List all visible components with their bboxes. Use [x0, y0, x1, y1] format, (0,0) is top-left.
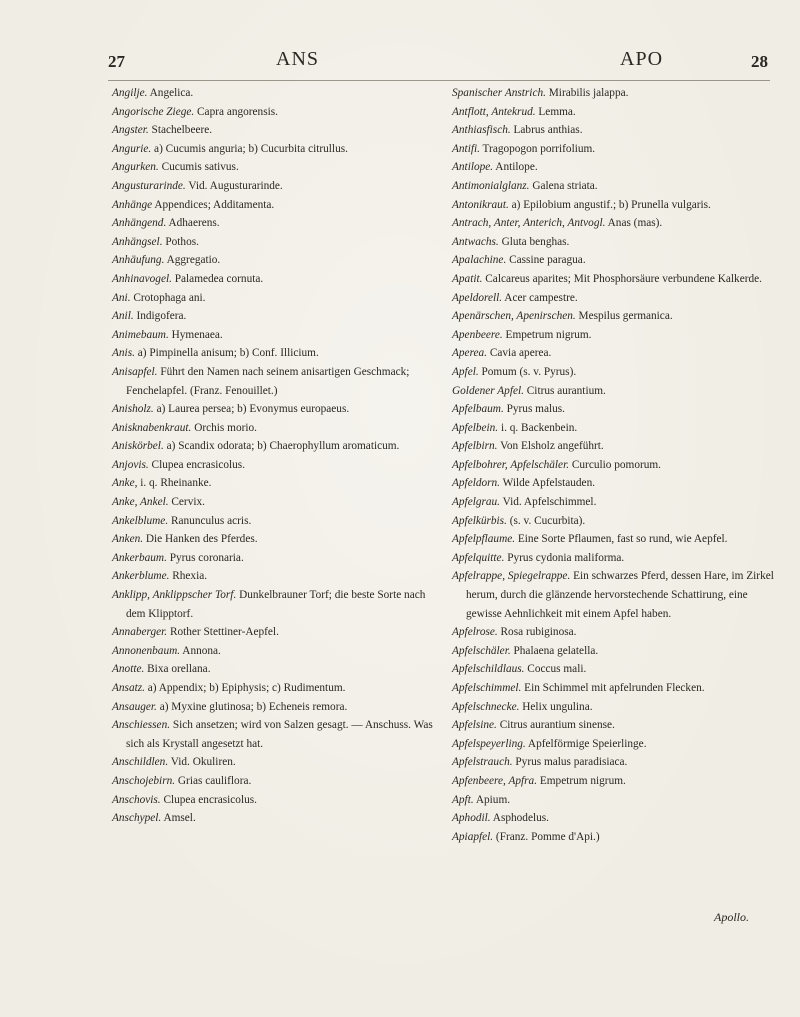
entry-headword: Aphodil.	[452, 812, 491, 825]
entry-definition: Hymenaea.	[168, 328, 223, 341]
dictionary-entry	[452, 158, 774, 177]
dictionary-entry	[112, 437, 442, 456]
entry-headword: Ankerblume.	[112, 570, 170, 583]
entry-definition: Grias cauliflora.	[175, 774, 252, 787]
dictionary-entry	[112, 679, 442, 698]
entry-definition: Anas (mas).	[605, 217, 663, 230]
entry-headword: Angster.	[112, 124, 149, 137]
dictionary-entry	[112, 121, 442, 140]
dictionary-entry	[112, 140, 442, 159]
entry-definition: i. q. Backenbein.	[498, 421, 578, 434]
entry-definition: Appendices; Additamenta.	[152, 198, 275, 211]
entry-headword: Aniskörbel.	[112, 440, 164, 453]
entry-definition: Bixa orellana.	[144, 663, 211, 676]
entry-definition: Coccus mali.	[524, 663, 587, 676]
dictionary-entry	[112, 289, 442, 308]
dictionary-entry	[452, 772, 774, 791]
dictionary-entry	[112, 530, 442, 549]
dictionary-entry	[452, 177, 774, 196]
dictionary-entry	[452, 382, 774, 401]
entry-headword: Apfelkürbis.	[452, 514, 507, 527]
dictionary-entry	[112, 642, 442, 661]
entry-definition: Ein Schimmel mit apfelrunden Flecken.	[521, 682, 705, 694]
dictionary-entry	[452, 270, 774, 289]
entry-definition: Clupea encrasicolus.	[148, 458, 246, 471]
entry-headword: Anschojebirn.	[112, 774, 176, 787]
entry-definition: a) Laurea persea; b) Evonymus europaeus.	[153, 403, 350, 416]
dictionary-entry	[452, 642, 774, 661]
entry-definition: Gluta benghas.	[498, 235, 570, 248]
dictionary-entry	[452, 493, 774, 512]
entry-definition: Asphodelus.	[490, 812, 549, 825]
entry-definition: Annona.	[180, 644, 221, 657]
entry-definition: Citrus aurantium sinense.	[496, 719, 615, 732]
dictionary-entry	[112, 214, 442, 233]
right-column	[452, 84, 774, 846]
dictionary-entry	[452, 623, 774, 642]
entry-definition: Die Hanken des Pferdes.	[143, 533, 258, 546]
entry-headword: Apiapfel.	[452, 830, 494, 843]
entry-headword: Anthiasfisch.	[452, 124, 511, 137]
entry-definition: Lemma.	[535, 105, 576, 118]
entry-headword: Apfelsine.	[452, 719, 497, 732]
entry-headword: Antilope.	[452, 161, 494, 174]
entry-definition: a) Cucumis anguria; b) Cucurbita citrullus.	[151, 142, 348, 155]
entry-headword: Apatit.	[452, 272, 483, 285]
entry-definition: Wilde Apfelstauden.	[500, 477, 596, 490]
entry-definition: Aggregatio.	[164, 254, 221, 267]
entry-definition: Antilope.	[493, 161, 538, 174]
dictionary-entry	[112, 474, 442, 493]
entry-definition: Apium.	[473, 793, 511, 806]
entry-definition: Führt den Namen nach seinem anisartigen Geschmack; Fenchelapfel. (Franz. Fenouillet.)	[126, 365, 410, 397]
entry-headword: Ankelblume.	[112, 514, 169, 527]
entry-headword: Apfelschnecke.	[452, 700, 520, 713]
dictionary-entry	[452, 660, 774, 679]
entry-definition: Tragopogon porrifolium.	[479, 142, 596, 155]
entry-headword: Ani.	[112, 291, 131, 304]
entry-headword: Apfelrose.	[452, 626, 498, 639]
entry-headword: Apeldorell.	[452, 291, 503, 304]
entry-headword: Ansauger.	[112, 700, 157, 713]
entry-definition: Pyrus malus.	[503, 403, 565, 416]
dictionary-entry	[112, 698, 442, 717]
left-running-title: ANS	[276, 48, 320, 70]
entry-headword: Anschypel.	[112, 812, 162, 825]
dictionary-entry	[452, 530, 774, 549]
entry-headword: Apfelbaum.	[452, 403, 504, 416]
entry-definition: a) Pimpinella anisum; b) Conf. Illicium.	[134, 347, 319, 360]
entry-definition: Vid. Apfelschimmel.	[500, 496, 597, 509]
entry-headword: Anisholz.	[112, 403, 154, 416]
entry-headword: Anis.	[112, 347, 135, 360]
entry-definition: Acer campestre.	[502, 291, 578, 304]
entry-headword: Apfelschildlaus.	[452, 663, 525, 676]
dictionary-entry	[452, 549, 774, 568]
dictionary-entry	[112, 567, 442, 586]
entry-definition: Curculio pomorum.	[569, 458, 661, 471]
entry-headword: Apfelschimmel.	[452, 682, 522, 694]
entry-definition: Rosa rubiginosa.	[497, 626, 577, 639]
dictionary-entry	[452, 679, 774, 698]
entry-headword: Apfelbirn.	[452, 440, 498, 453]
entry-headword: Anken.	[112, 533, 144, 546]
dictionary-entry	[112, 177, 442, 196]
dictionary-entry	[452, 791, 774, 810]
entry-definition: Cassine paragua.	[506, 254, 586, 267]
entry-headword: Apfelbein.	[452, 421, 499, 434]
entry-definition: i. q. Rheinanke.	[137, 477, 212, 490]
entry-definition: Pothos.	[162, 235, 199, 248]
dictionary-entry	[452, 326, 774, 345]
dictionary-entry	[452, 753, 774, 772]
entry-headword: Angurken.	[112, 161, 159, 174]
dictionary-entry	[112, 270, 442, 289]
dictionary-entry	[452, 567, 774, 623]
dictionary-entry	[112, 772, 442, 791]
dictionary-entry	[452, 251, 774, 270]
entry-headword: Apfelrappe, Spiegelrappe.	[452, 570, 571, 583]
entry-definition: a) Appendix; b) Epiphysis; c) Rudimentum.	[144, 682, 346, 694]
entry-headword: Annaberger.	[112, 626, 168, 639]
dictionary-entry	[112, 233, 442, 252]
dictionary-entry	[452, 400, 774, 419]
entry-definition: Rother Stettiner-Aepfel.	[167, 626, 279, 639]
dictionary-entry	[452, 233, 774, 252]
entry-headword: Apfeldorn.	[452, 477, 501, 490]
dictionary-entry	[452, 735, 774, 754]
dictionary-entry	[452, 307, 774, 326]
entry-definition: Adhaerens.	[166, 217, 220, 230]
page-header	[108, 48, 768, 78]
left-column	[112, 84, 442, 828]
entry-headword: Anotte.	[112, 663, 145, 676]
dictionary-entry	[112, 363, 442, 400]
entry-definition: Crotophaga ani.	[130, 291, 206, 304]
entry-headword: Angusturarinde.	[112, 179, 186, 192]
dictionary-entry	[112, 344, 442, 363]
entry-definition: Rhexia.	[169, 570, 208, 583]
entry-headword: Anisknabenkraut.	[112, 421, 192, 434]
dictionary-entry	[112, 196, 442, 215]
dictionary-entry	[452, 437, 774, 456]
entry-headword: Anke, Ankel.	[112, 496, 169, 509]
dictionary-entry	[452, 474, 774, 493]
dictionary-entry	[452, 140, 774, 159]
dictionary-entry	[112, 326, 442, 345]
dictionary-entry	[452, 828, 774, 847]
entry-headword: Angorische Ziege.	[112, 105, 195, 118]
entry-headword: Apfelstrauch.	[452, 756, 513, 769]
dictionary-entry	[452, 344, 774, 363]
entry-headword: Apenärschen, Apenirschen.	[452, 310, 576, 323]
dictionary-entry	[452, 456, 774, 475]
entry-definition: Vid. Okuliren.	[168, 756, 236, 769]
entry-headword: Antflott, Antekrud.	[452, 105, 536, 118]
dictionary-entry	[112, 623, 442, 642]
entry-definition: Pyrus cydonia maliforma.	[504, 551, 625, 564]
entry-headword: Apenbeere.	[452, 328, 503, 341]
entry-definition: Stachelbeere.	[148, 124, 213, 137]
dictionary-entry	[112, 419, 442, 438]
entry-headword: Ankerbaum.	[112, 551, 167, 564]
dictionary-entry	[112, 103, 442, 122]
dictionary-entry	[452, 716, 774, 735]
entry-definition: Eine Sorte Pflaumen, fast so rund, wie Aepfel.	[515, 533, 728, 546]
entry-headword: Antimonialglanz.	[452, 179, 530, 192]
entry-headword: Anschovis.	[112, 793, 161, 806]
entry-definition: Empetrum nigrum.	[502, 328, 592, 341]
entry-headword: Anil.	[112, 310, 134, 323]
entry-definition: Cervix.	[168, 496, 205, 509]
dictionary-entry	[452, 103, 774, 122]
dictionary-entry	[112, 660, 442, 679]
entry-headword: Anke,	[112, 477, 138, 490]
entry-definition: Labrus anthias.	[510, 124, 583, 137]
entry-definition: Dunkelbrauner Torf; die beste Sorte nach dem Klipptorf.	[126, 589, 426, 620]
dictionary-entry	[452, 196, 774, 215]
entry-definition: Indigofera.	[133, 310, 187, 323]
entry-headword: Antrach, Anter, Anterich, Antvogl.	[452, 217, 606, 230]
entry-headword: Anhinavogel.	[112, 272, 172, 285]
entry-definition: Galena striata.	[529, 179, 598, 192]
entry-headword: Apalachine.	[452, 254, 507, 267]
dictionary-entry	[112, 549, 442, 568]
dictionary-entry	[452, 512, 774, 531]
entry-headword: Apfelbohrer, Apfelschäler.	[452, 458, 570, 471]
entry-headword: Apft.	[452, 793, 474, 806]
entry-definition: Mespilus germanica.	[575, 310, 673, 323]
dictionary-entry	[452, 289, 774, 308]
entry-headword: Apfenbeere, Apfra.	[452, 774, 538, 787]
dictionary-entry	[112, 512, 442, 531]
entry-definition: (Franz. Pomme d'Api.)	[493, 830, 600, 843]
dictionary-entry	[452, 698, 774, 717]
dictionary-entry	[112, 493, 442, 512]
dictionary-entry	[452, 84, 774, 103]
entry-definition: Palamedea cornuta.	[171, 272, 264, 285]
dictionary-entry	[112, 456, 442, 475]
entry-headword: Anhängsel.	[112, 235, 163, 248]
entry-definition: Cucumis sativus.	[158, 161, 239, 174]
entry-definition: Clupea encrasicolus.	[160, 793, 257, 806]
dictionary-entry	[452, 363, 774, 382]
entry-headword: Apfel.	[452, 365, 479, 378]
entry-definition: Apfelförmige Speierlinge.	[525, 737, 647, 750]
entry-headword: Antifi.	[452, 142, 480, 155]
dictionary-entry	[112, 400, 442, 419]
entry-headword: Apfelspeyerling.	[452, 737, 526, 750]
entry-headword: Ansatz.	[112, 682, 145, 694]
dictionary-entry	[112, 586, 442, 623]
entry-definition: Helix ungulina.	[519, 700, 593, 713]
entry-headword: Anschiessen.	[112, 719, 171, 732]
entry-definition: Pyrus malus paradisiaca.	[512, 756, 628, 769]
dictionary-entry	[112, 158, 442, 177]
entry-definition: Pyrus coronaria.	[166, 551, 244, 564]
entry-headword: Apfelschäler.	[452, 644, 511, 657]
entry-headword: Animebaum.	[112, 328, 169, 341]
dictionary-entry	[452, 121, 774, 140]
left-page-number: 27	[108, 52, 125, 71]
entry-definition: Vid. Augusturarinde.	[185, 179, 283, 192]
entry-headword: Anhänge	[112, 198, 153, 211]
dictionary-entry	[112, 716, 442, 753]
dictionary-entry	[452, 419, 774, 438]
entry-definition: (s. v. Cucurbita).	[506, 514, 586, 527]
entry-definition: Pomum (s. v. Pyrus).	[478, 365, 577, 378]
dictionary-entry	[112, 251, 442, 270]
dictionary-entry	[452, 214, 774, 233]
entry-definition: Cavia aperea.	[487, 347, 552, 360]
entry-headword: Apfelpflaume.	[452, 533, 516, 546]
dictionary-entry	[452, 809, 774, 828]
entry-definition: Orchis morio.	[191, 421, 257, 434]
entry-headword: Apfelquitte.	[452, 551, 505, 564]
dictionary-entry	[112, 809, 442, 828]
entry-headword: Anschildlen.	[112, 756, 169, 769]
entry-definition: Von Elsholz angeführt.	[497, 440, 604, 453]
entry-headword: Anjovis.	[112, 458, 149, 471]
entry-headword: Anklipp, Anklippscher Torf.	[112, 589, 237, 602]
entry-headword: Angurie.	[112, 142, 152, 155]
right-page-number: 28	[751, 52, 768, 71]
entry-headword: Antonikraut.	[452, 198, 509, 211]
entry-definition: Capra angorensis.	[194, 105, 278, 118]
entry-headword: Aperea.	[452, 347, 488, 360]
entry-definition: Calcareus aparites; Mit Phosphorsäure verbundene Kalkerde.	[482, 272, 762, 285]
catchword: Apollo.	[714, 910, 749, 924]
entry-headword: Spanischer Anstrich.	[452, 87, 546, 99]
entry-headword: Anhäufung.	[112, 254, 165, 267]
entry-definition: a) Scandix odorata; b) Chaerophyllum aromaticum.	[163, 440, 400, 453]
entry-headword: Antwachs.	[452, 235, 499, 248]
dictionary-entry	[112, 753, 442, 772]
entry-definition: a) Epilobium angustif.; b) Prunella vulgaris.	[508, 198, 711, 211]
entry-definition: Citrus aurantium.	[523, 384, 606, 397]
entry-definition: Mirabilis jalappa.	[545, 87, 629, 99]
entry-definition: Empetrum nigrum.	[537, 774, 626, 787]
entry-headword: Apfelgrau.	[452, 496, 501, 509]
entry-headword: Anhängend.	[112, 217, 167, 230]
dictionary-entry	[112, 307, 442, 326]
header-rule	[108, 80, 770, 81]
entry-headword: Angilje.	[112, 87, 148, 99]
entry-definition: Phalaena gelatella.	[510, 644, 599, 657]
dictionary-entry	[112, 791, 442, 810]
entry-definition: Sich ansetzen; wird von Salzen gesagt. — Anschuss. Was sich als Krystall angesetzt hat.	[126, 719, 433, 750]
entry-headword: Annonenbaum.	[112, 644, 181, 657]
entry-headword: Goldener Apfel.	[452, 384, 524, 397]
entry-definition: Ranunculus acris.	[168, 514, 252, 527]
dictionary-entry	[112, 84, 442, 103]
right-running-title: APO	[620, 48, 664, 70]
entry-definition: a) Myxine glutinosa; b) Echeneis remora.	[156, 700, 348, 713]
entry-headword: Anisapfel.	[112, 365, 158, 378]
entry-definition: Ein schwarzes Pferd, dessen Hare, im Zirkel herum, durch die glänzende hervorstechende Schattirung, eine gewisse Aehnlichkeit mit einem Apfel haben.	[466, 570, 774, 620]
entry-definition: Amsel.	[161, 812, 196, 825]
entry-definition: Angelica.	[147, 87, 194, 99]
